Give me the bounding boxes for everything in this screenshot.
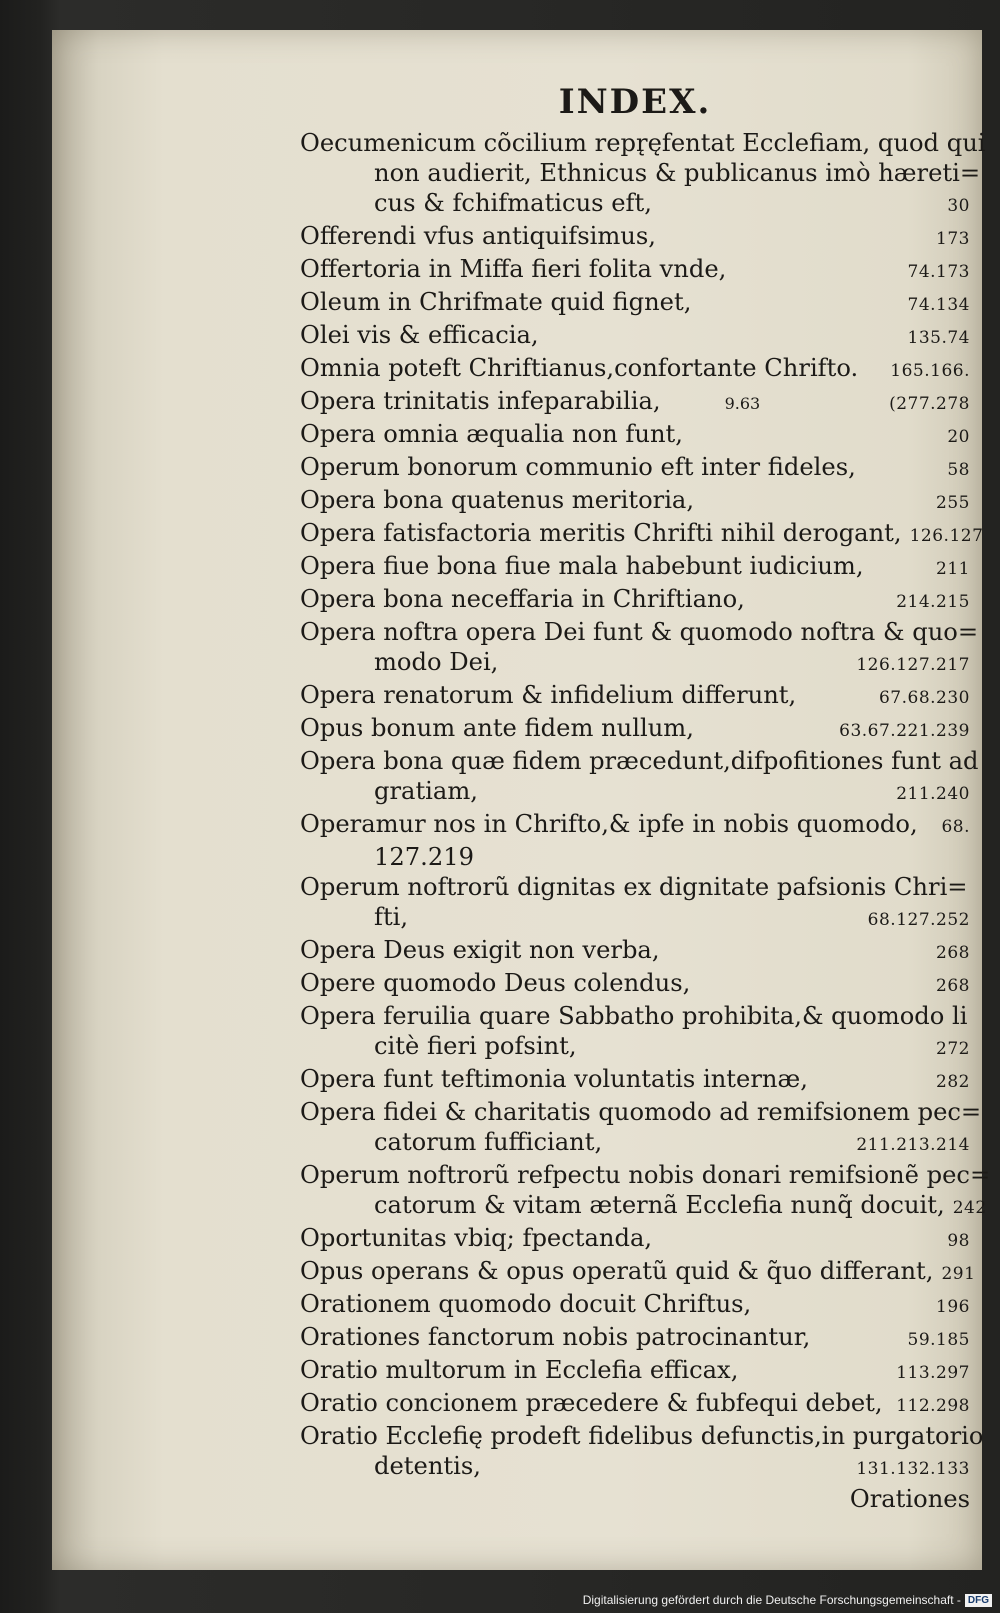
entry-text: Opera renatorum & infidelium differunt, [300,681,797,709]
index-entry [300,935,970,968]
entry-text: Offerendi vfus antiquifsimus, [300,222,656,250]
index-entry [300,386,970,419]
entry-line [300,128,986,158]
page-header: INDEX. [558,82,712,122]
entry-page-numbers: 63.67.221.239 [839,721,970,741]
entry-continuation-line [300,188,970,221]
entry-page-numbers: 68. [941,817,970,837]
entry-line [300,1001,970,1031]
entry-text: Opera omnia æqualia non funt, [300,420,683,448]
entry-page-numbers: 196 [936,1297,970,1317]
index-entry [300,254,970,287]
entry-line [300,872,970,902]
entry-text: Operum bonorum communio eft inter fideles, [300,453,856,481]
entry-line [300,1322,970,1355]
index-entry [300,1064,970,1097]
index-entry [300,1097,982,1160]
index-entry [300,551,970,584]
entry-line [300,221,970,254]
index-entry [300,452,970,485]
entry-text: Opus bonum ante fidem nullum, [300,714,694,742]
index-entry [300,1223,970,1256]
catchword: Orationes [849,1485,970,1513]
entry-text: Opere quomodo Deus colendus, [300,969,691,997]
entry-page-numbers: 67.68.230 [878,688,970,708]
entry-text: Operamur nos in Chrifto,& ipfe in nobis quomodo, [300,810,918,838]
entry-line [300,320,970,353]
entry-text: Oecumenicum cõcilium repr̨ęfentat Ecclefiam, quod qui [300,129,986,157]
index-entry [300,518,984,551]
entry-line [300,1421,984,1451]
entry-text: Opera bona quatenus meritoria, [300,486,695,514]
entry-page-numbers: 68.127.252 [867,910,970,930]
entry-continuation-line [300,158,981,188]
entry-line [300,419,970,452]
entry-line [300,452,970,485]
index-entry [300,680,970,713]
entry-text: Operum noftrorũ refpectu nobis donari remifsionẽ pec= [300,1161,991,1189]
entry-text: Oportunitas vbiq; fpectanda, [300,1224,653,1252]
entry-text: Opera noftra opera Dei funt & quomodo noftra & quo= [300,618,979,646]
entry-page-numbers: 113.297 [896,1363,970,1383]
entry-text: Olei vis & efficacia, [300,321,539,349]
index-entry [300,1289,970,1322]
entry-line [300,746,979,776]
entry-page-numbers: 268 [936,976,970,996]
entry-line [300,1064,970,1097]
entry-line [300,680,970,713]
index-entry [300,1355,970,1388]
entry-text: fti, [374,903,409,931]
entry-text: Oleum in Chrifmate quid fignet, [300,288,692,316]
entry-page-numbers: 268 [936,943,970,963]
entry-continuation-line [300,1127,970,1160]
entry-page-numbers: 214.215 [896,592,970,612]
entry-line [300,1223,970,1256]
entry-line [300,935,970,968]
entry-line [300,1355,970,1388]
entry-text: Opera trinitatis infeparabilia, [300,387,661,415]
entry-continuation-line [300,1031,970,1064]
entry-continuation-line [300,1451,970,1484]
entry-continuation-line [300,902,970,935]
entry-text: cus & fchifmaticus eft, [374,189,652,217]
index-entry [300,1322,970,1355]
entry-page-numbers: 126.127 [909,526,984,546]
index-entry [300,1160,991,1223]
entry-page-numbers: 74.134 [907,295,970,315]
entry-text: Offertoria in Miffa fieri folita vnde, [300,255,727,283]
entry-line [300,713,970,746]
entry-line [300,809,970,842]
entry-text: Opera Deus exigit non verba, [300,936,660,964]
digitization-credit [583,1593,992,1607]
entry-page-numbers: 173 [936,229,970,249]
entry-continuation-line [300,647,970,680]
index-entry [300,809,970,872]
entry-line [300,1256,976,1289]
entry-page-numbers: 58 [947,460,970,480]
entry-page-numbers: 126.127.217 [856,655,970,675]
entry-continuation-line [300,842,970,872]
index-entry [300,1001,970,1064]
entry-line [300,968,970,1001]
entry-page-numbers: 255 [936,493,970,513]
entry-text: catorum fufficiant, [374,1128,603,1156]
entry-text: Opera fiue bona fiue mala habebunt iudicium, [300,552,864,580]
entry-text: non audierit, Ethnicus & publicanus imò hæreti= [374,159,981,187]
entry-line [300,254,970,287]
entry-continuation-line [300,1190,987,1223]
entry-text: Opera bona quæ fidem præcedunt,difpofitiones funt ad [300,747,979,775]
entry-text: Orationem quomodo docuit Chriftus, [300,1290,752,1318]
entry-page-numbers: 211 [936,559,970,579]
dfg-logo-icon: DFG [965,1594,992,1607]
entry-page-numbers: 98 [947,1231,970,1251]
entry-text: modo Dei, [374,648,499,676]
entry-line [300,287,970,320]
index-entry [300,287,970,320]
index-entry [300,872,970,935]
entry-text: 127.219 [374,843,475,871]
entry-text: Oratio multorum in Ecclefia efficax, [300,1356,739,1384]
entry-page-numbers: 20 [947,427,970,447]
entry-line [300,584,970,617]
entry-text: Opera feruilia quare Sabbatho prohibita,& quomodo li [300,1002,968,1030]
entry-line [300,1160,991,1190]
entry-text: Orationes fanctorum nobis patrocinantur, [300,1323,811,1351]
entry-page-numbers: 211.213.214 [856,1135,970,1155]
entry-text: Oratio Ecclefię prodeft fidelibus defunctis,in purgatorio [300,1422,984,1450]
entry-page-numbers: 135.74 [907,328,970,348]
entry-mid-reference: 9.63 [724,394,761,413]
entry-page-numbers: 165.166. [890,361,970,381]
index-entries [300,128,991,1484]
entry-text: Opus operans & opus operatũ quid & q̃uo differant, [300,1257,934,1285]
book-page [52,30,991,1570]
entry-page-numbers: 272 [936,1039,970,1059]
entry-continuation-line [300,776,970,809]
entry-page-numbers: 30 [947,196,970,216]
index-entry [300,713,970,746]
entry-line [300,353,970,386]
index-entry [300,221,970,254]
entry-page-numbers: 211.240 [896,784,970,804]
entry-page-numbers: (277.278 [889,394,970,414]
entry-text: Operum noftrorũ dignitas ex dignitate pafsionis Chri= [300,873,968,901]
index-entry [300,1256,976,1289]
index-entry [300,320,970,353]
entry-text: Omnia poteft Chriftianus,confortante Chrifto. [300,354,859,382]
index-entry [300,584,970,617]
entry-page-numbers: 59.185 [907,1330,970,1350]
entry-line [300,551,970,584]
index-entry [300,419,970,452]
entry-line [300,518,984,551]
entry-text: citè fieri pofsint, [374,1032,577,1060]
entry-text: Oratio concionem præcedere & fubfequi debet, [300,1389,883,1417]
entry-text: Opera fidei & charitatis quomodo ad remifsionem pec= [300,1098,982,1126]
entry-page-numbers: 282 [936,1072,970,1092]
entry-text: catorum & vitam æternã Ecclefia nunq̃ docuit, [374,1191,945,1219]
entry-line [300,1388,970,1421]
entry-text: Opera funt teftimonia voluntatis internæ, [300,1065,808,1093]
entry-line [300,386,970,419]
entry-text: Opera fatisfactoria meritis Chrifti nihil derogant, [300,519,902,547]
entry-page-numbers: 242 [952,1198,987,1218]
entry-page-numbers: 74.173 [907,262,970,282]
index-entry [300,485,970,518]
index-entry [300,1421,984,1484]
entry-line [300,617,979,647]
index-entry [300,968,970,1001]
entry-text: detentis, [374,1452,481,1480]
index-entry [300,353,970,386]
entry-line [300,485,970,518]
entry-page-numbers: 131.132.133 [856,1459,970,1479]
index-column [300,82,991,1514]
index-entry [300,746,979,809]
entry-page-numbers: 112.298 [896,1396,970,1416]
entry-text: Opera bona neceffaria in Chriftiano, [300,585,745,613]
entry-line [300,1289,970,1322]
credit-text: Digitalisierung gefördert durch die Deutsche Forschungsgemeinschaft - [582,1593,961,1607]
index-entry [300,128,986,221]
entry-text: gratiam, [374,777,478,805]
entry-page-numbers: 291 [941,1264,976,1284]
entry-line [300,1097,982,1127]
index-entry [300,617,979,680]
index-entry [300,1388,970,1421]
